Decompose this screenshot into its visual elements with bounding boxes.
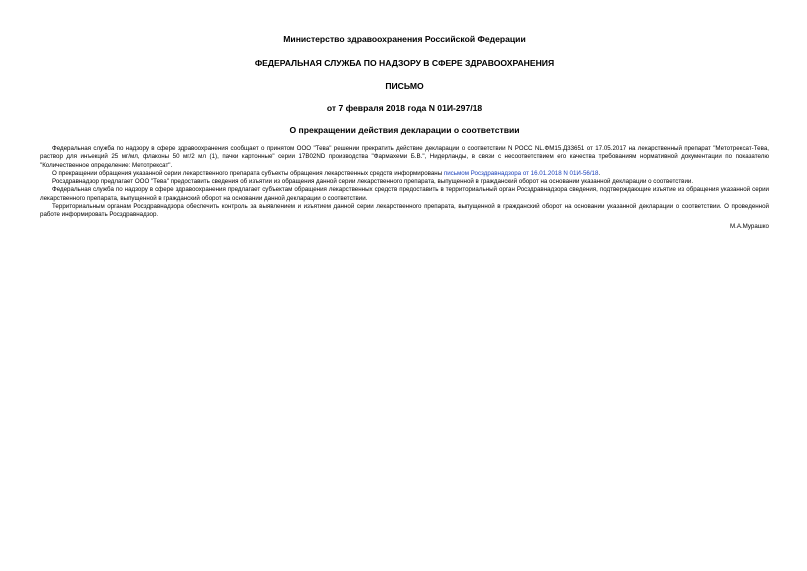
document-page: [40, 34, 769, 231]
roszdravnadzor-letter-link[interactable]: письмом Росздравнадзора от 16.01.2018 N 01И-56/18: [443, 169, 599, 177]
service-title: ФЕДЕРАЛЬНАЯ СЛУЖБА ПО НАДЗОРУ В СФЕРЕ ЗДРАВООХРАНЕНИЯ: [254, 58, 555, 68]
document-date-number: от 7 февраля 2018 года N 01И-297/18: [326, 103, 483, 113]
paragraph-3: Росздравнадзор предлагает ООО "Тева" предоставить сведения об изъятии из обращения данной серии лекарственного препарата, выпущенной в гражданский оборот на основании указанной декларации о соответствии.: [52, 178, 694, 186]
paragraph-5: Территориальным органам Росздравнадзора обеспечить контроль за выявлением и изъятием данной серии лекарственного препарата, выпущенной в гражданский оборот на основании указанной декларации о соответствии. О проведенной работе информировать Росздравнадзор.: [40, 203, 769, 219]
document-subject: О прекращении действия декларации о соответствии: [289, 125, 520, 135]
paragraph-2: [40, 170, 769, 178]
paragraph-2-text-after: .: [598, 169, 601, 177]
signature: М.А.Мурашко: [729, 222, 769, 230]
document-body: [40, 145, 769, 220]
document-type: ПИСЬМО: [385, 81, 424, 91]
paragraph-1: Федеральная служба по надзору в сфере здравоохранения сообщает о принятом ООО "Тева" решении прекратить действие декларации о соответствии N РОСС NL.ФМ15.Д33651 от 17.05.2017 на лекарственный препарат "Метотрексат-Тева, раствор для инъекций 25 мг/мл, флаконы 50 мг/2 мл (1), пачки картонные" серии 17В02ND производства "Фармахеми Б.В.", Нидерланды, в связи с несоответствием его качества требованиям нормативной документации по показателю "Количественное определение: Метотрексат".: [40, 145, 769, 169]
paragraph-4: Федеральная служба по надзору в сфере здравоохранения предлагает субъектам обращения лекарственных средств предоставить в территориальный орган Росздравнадзора сведения, подтверждающие изъятие из обращения указанной серии лекарственного препарата, выпущенной в гражданский оборот на основании данной декларации о соответствии.: [40, 186, 769, 202]
paragraph-2-text-before: О прекращении обращения указанной серии лекарственного препарата субъекты обращения лекарственных средств информированы: [52, 169, 444, 177]
ministry-title: Министерство здравоохранения Российской Федерации: [283, 34, 526, 44]
